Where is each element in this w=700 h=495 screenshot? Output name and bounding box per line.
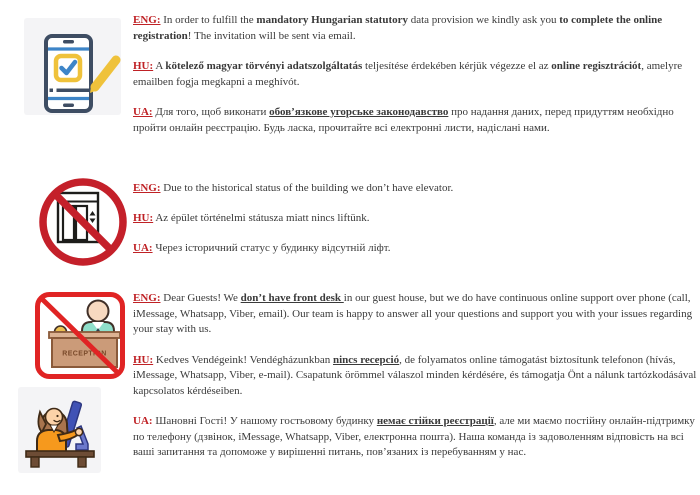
lang-label: HU: bbox=[133, 353, 154, 366]
online-support-agent-icon bbox=[18, 387, 101, 473]
no-reception-icon bbox=[35, 292, 125, 380]
paragraph: HU: A kötelező magyar törvényi adatszolgáltatás teljesítése érdekében kérjük végezze el az online regisztrációt, amelyre emailben fogja megkapni a meghívót. bbox=[133, 60, 683, 88]
lang-label: ENG: bbox=[133, 292, 161, 304]
lang-label: HU: bbox=[133, 60, 154, 72]
reception-label: RECEPTION bbox=[62, 350, 107, 358]
lang-label: UA: bbox=[133, 106, 153, 118]
paragraph: UA: Шановні Гості! У нашому гостьовому будинку немає стійки реєстрації, але ми маємо постійну онлайн-підтримку по телефону (дзвінок, iMessage, Whatsapp, Viber, електронна пошта). Наша команда із задоволенням відповість на всі ваші запитання та допоможе у вирішенні питань, пов’язаних із перебуванням у нас. bbox=[133, 415, 695, 458]
section-no-front-desk-text bbox=[133, 291, 699, 476]
lang-label: ENG: bbox=[133, 182, 161, 194]
section-online-registration-text bbox=[133, 13, 699, 151]
paragraph: UA: Через історичний статус у будинку відсутній ліфт. bbox=[133, 242, 391, 254]
paragraph: HU: Kedves Vendégeink! Vendégházunkban nincs recepció, de folyamatos online támogatást biztosítunk telefonon (hívás, iMessage, Whatsapp, Viber, e-mail). Csapatunk örömmel válaszol minden kérdésére, és támogatja Önt a nálunk tartózkodásával kapcsolatos kérdéseiben. bbox=[133, 353, 697, 397]
section-no-elevator-text bbox=[133, 181, 699, 271]
lang-label: UA: bbox=[133, 242, 153, 254]
paragraph: ENG: In order to fulfill the mandatory Hungarian statutory data provision we kindly ask you to complete the online registration! The invitation will be sent via email. bbox=[133, 14, 663, 42]
lang-label: UA: bbox=[133, 415, 153, 427]
phone-online-registration-icon bbox=[24, 18, 121, 115]
lang-label: HU: bbox=[133, 212, 154, 224]
paragraph: HU: Az épület történelmi státusza miatt nincs liftünk. bbox=[133, 212, 370, 224]
no-elevator-icon bbox=[38, 177, 128, 267]
paragraph: ENG: Due to the historical status of the building we don’t have elevator. bbox=[133, 182, 454, 194]
lang-label: ENG: bbox=[133, 14, 161, 26]
paragraph: ENG: Dear Guests! We don’t have front desk in our guest house, but we do have continuous online support over phone (call, iMessage, Whatsapp, Viber, email). Our team is happy to answer all your questions and support you with your issues regarding your stay with us. bbox=[133, 292, 693, 335]
paragraph: UA: Для того, щоб виконати обов’язкове угорське законодавство про надання даних, перед придуттям необхідно пройти онлайн реєстрацію. Будь ласка, прочитайте всі електронні листи, надіслані нами. bbox=[133, 106, 674, 134]
